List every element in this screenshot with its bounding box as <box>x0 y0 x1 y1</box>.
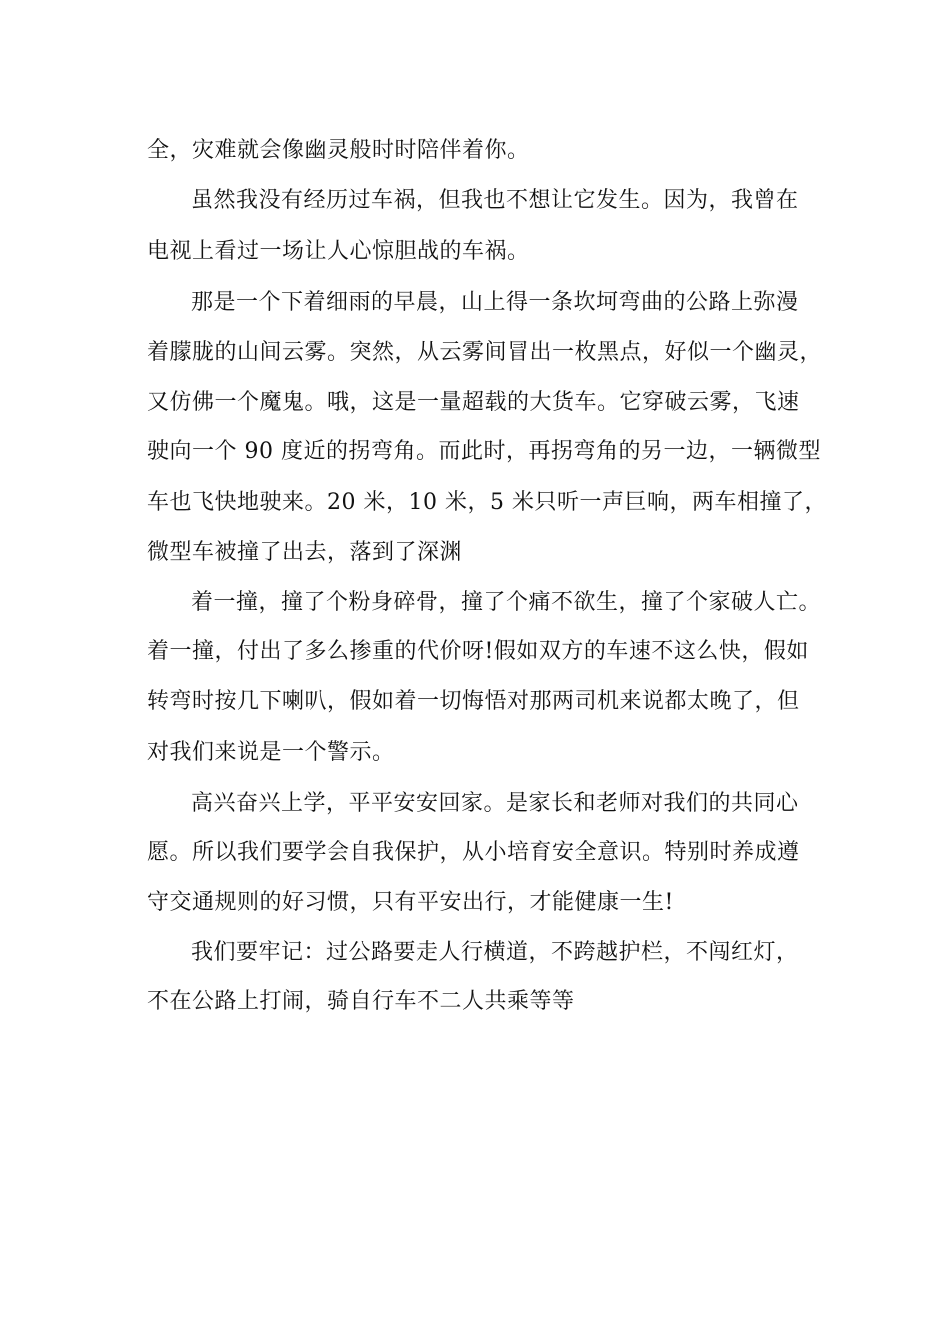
text-line: 电视上看过一场让人心惊胆战的车祸。 <box>147 239 530 264</box>
text-line: 着朦胧的山间云雾。突然，从云雾间冒出一枚黑点，好似一个幽灵， <box>147 340 823 365</box>
paragraph-first-line: 那是一个下着细雨的早晨，山上得一条坎坷弯曲的公路上弥漫 <box>191 290 799 315</box>
text-line: 不在公路上打闹，骑自行车不二人共乘等等 <box>147 989 575 1014</box>
text-line: 又仿佛一个魔鬼。哦，这是一量超载的大货车。它穿破云雾，飞速 <box>147 390 800 415</box>
paragraph-first-line: 虽然我没有经历过车祸，但我也不想让它发生。因为，我曾在 <box>191 188 799 213</box>
paragraph-first-line: 着一撞，撞了个粉身碎骨，撞了个痛不欲生，撞了个家破人亡。 <box>191 590 822 615</box>
text-line: 驶向一个 90 度近的拐弯角。而此时，再拐弯角的另一边，一辆微型 <box>147 439 821 464</box>
text-line: 微型车被撞了出去，落到了深渊 <box>147 540 463 565</box>
text-line: 对我们来说是一个警示。 <box>147 740 395 765</box>
text-line: 转弯时按几下喇叭，假如着一切悔悟对那两司机来说都太晚了，但 <box>147 689 800 714</box>
text-line: 着一撞，付出了多么掺重的代价呀!假如双方的车速不这么快，假如 <box>147 639 809 664</box>
text-line: 全，灾难就会像幽灵般时时陪伴着你。 <box>147 138 530 163</box>
text-line: 车也飞快地驶来。20 米，10 米，5 米只听一声巨响，两车相撞了， <box>147 490 827 515</box>
paragraph-first-line: 我们要牢记：过公路要走人行横道，不跨越护栏，不闯红灯， <box>191 940 799 965</box>
text-line: 守交通规则的好习惯，只有平安出行，才能健康一生! <box>147 890 674 915</box>
text-line: 愿。所以我们要学会自我保护，从小培育安全意识。特别时养成遵 <box>147 840 800 865</box>
paragraph-first-line: 高兴奋兴上学，平平安安回家。是家长和老师对我们的共同心 <box>191 791 799 816</box>
